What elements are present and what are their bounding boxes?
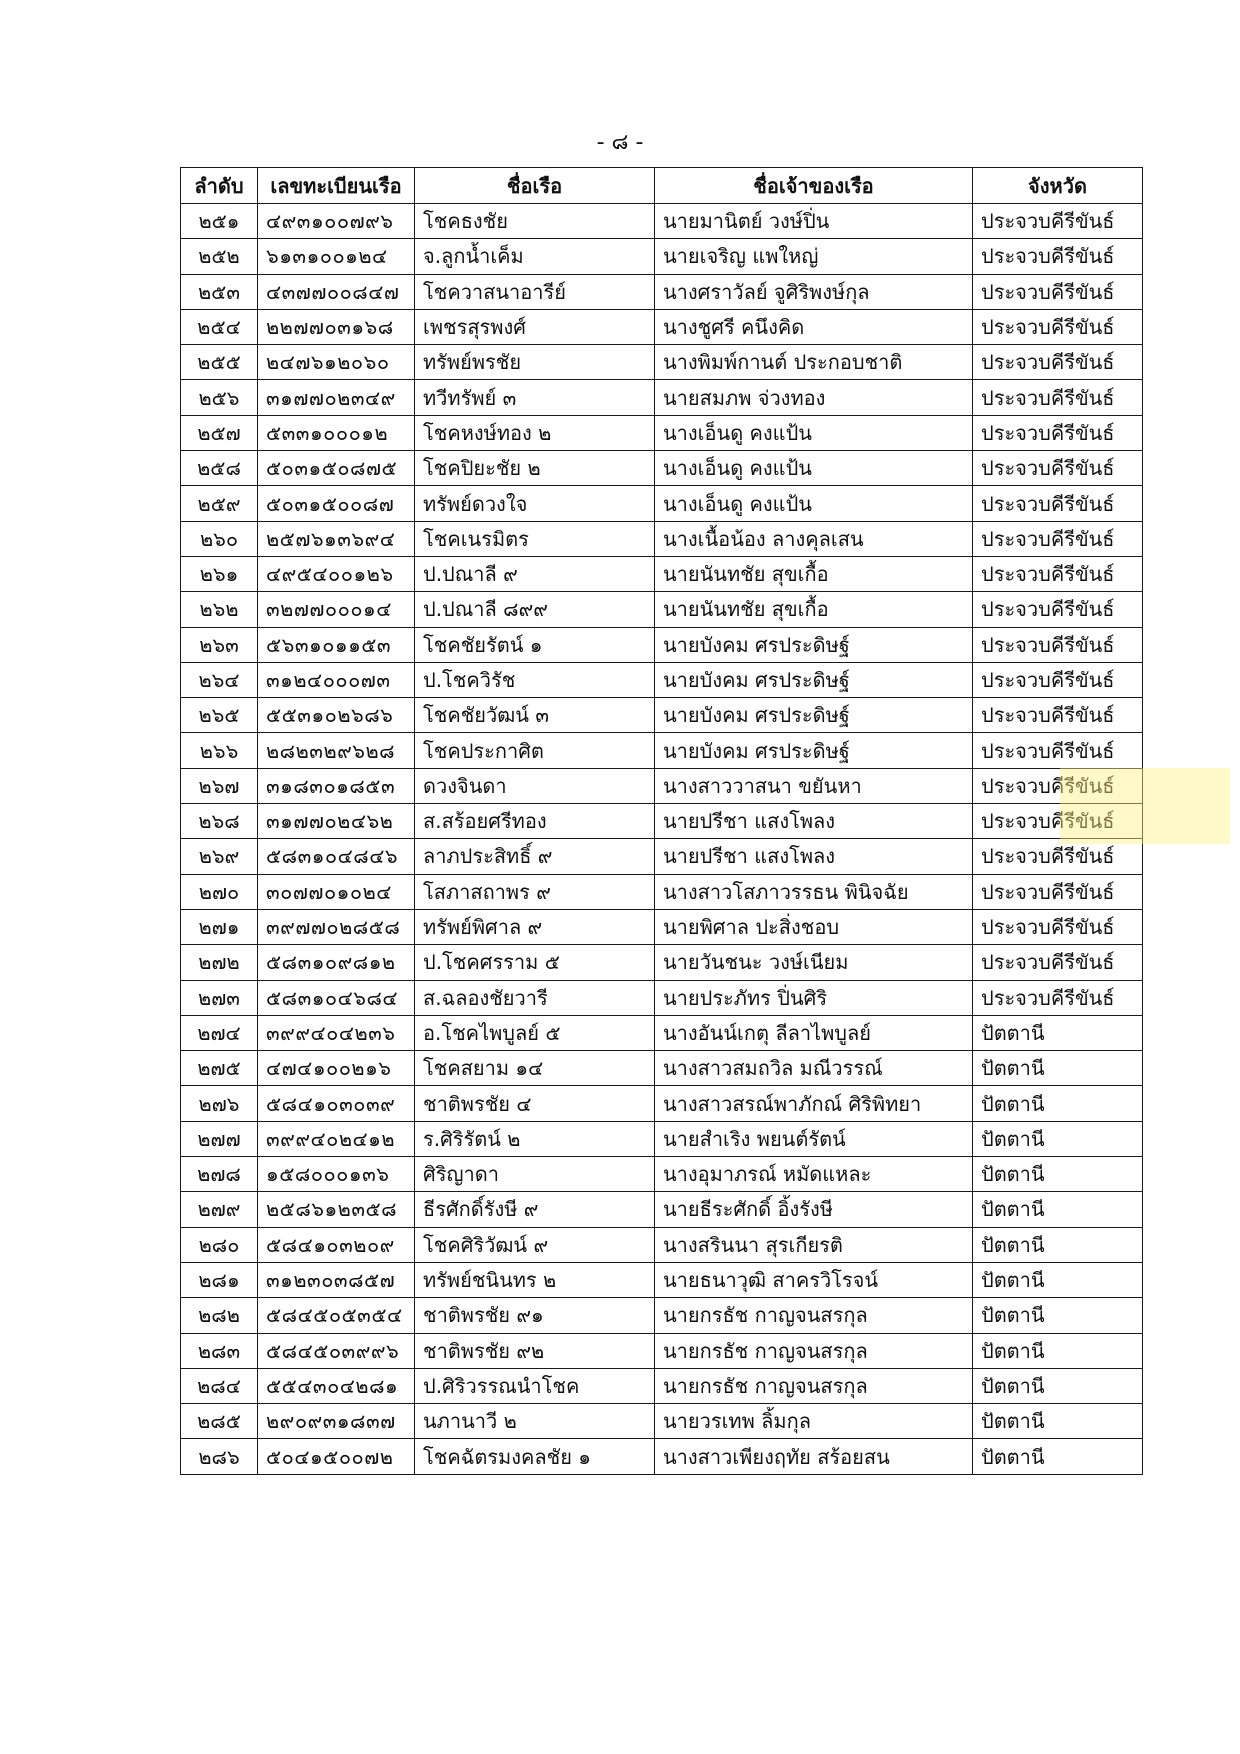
table-row: [181, 768, 1143, 803]
row-province: ปัตตานี: [973, 1298, 1143, 1333]
table-row: [181, 1227, 1143, 1262]
row-province: ประจวบคีรีขันธ์: [973, 874, 1143, 909]
table-row: [181, 733, 1143, 768]
row-registration: ๓๒๗๗๐๐๐๑๔: [258, 592, 415, 627]
row-province: ปัตตานี: [973, 1192, 1143, 1227]
row-province: ปัตตานี: [973, 1368, 1143, 1403]
row-owner-name: นางอันน์เกตุ ลีลาไพบูลย์: [655, 1015, 973, 1050]
row-seq: ๒๕๖: [181, 380, 258, 415]
row-owner-name: นางเนื้อน้อง ลางคุลเสน: [655, 521, 973, 556]
table-row: [181, 1298, 1143, 1333]
row-owner-name: นายกรธัช กาญจนสรกุล: [655, 1368, 973, 1403]
row-ship-name: โชคประกาศิต: [415, 733, 655, 768]
table-row: [181, 486, 1143, 521]
ship-registry-table: [180, 167, 1143, 1475]
row-registration: ๓๙๙๔๐๒๔๑๒: [258, 1121, 415, 1156]
row-registration: ๕๕๔๓๐๔๒๘๑: [258, 1368, 415, 1403]
table-row: [181, 556, 1143, 591]
row-seq: ๒๗๒: [181, 945, 258, 980]
row-ship-name: ทรัพย์พรชัย: [415, 345, 655, 380]
table-row: [181, 980, 1143, 1015]
row-ship-name: ดวงจินดา: [415, 768, 655, 803]
row-province: ปัตตานี: [973, 1439, 1143, 1474]
row-registration: ๔๗๔๑๐๐๒๑๖: [258, 1051, 415, 1086]
row-seq: ๒๖๖: [181, 733, 258, 768]
row-ship-name: โชคเนรมิตร: [415, 521, 655, 556]
row-registration: ๕๐๔๑๕๐๐๗๒: [258, 1439, 415, 1474]
row-ship-name: โชคชัยรัตน์ ๑: [415, 627, 655, 662]
table-row: [181, 521, 1143, 556]
row-registration: ๒๔๗๖๑๒๐๖๐: [258, 345, 415, 380]
table-row: [181, 909, 1143, 944]
row-seq: ๒๕๕: [181, 345, 258, 380]
row-owner-name: นางสาวโสภาวรรธน พินิจฉัย: [655, 874, 973, 909]
row-province: ประจวบคีรีขันธ์: [973, 204, 1143, 239]
row-seq: ๒๗๕: [181, 1051, 258, 1086]
row-province: ปัตตานี: [973, 1333, 1143, 1368]
row-ship-name: ธีรศักดิ์รังษี ๙: [415, 1192, 655, 1227]
row-registration: ๕๘๔๑๐๓๐๓๙: [258, 1086, 415, 1121]
row-ship-name: จ.ลูกน้ำเค็ม: [415, 239, 655, 274]
row-seq: ๒๕๔: [181, 309, 258, 344]
row-owner-name: นายกรธัช กาญจนสรกุล: [655, 1333, 973, 1368]
row-registration: ๒๕๗๖๑๓๖๙๔: [258, 521, 415, 556]
row-seq: ๒๕๗: [181, 415, 258, 450]
row-registration: ๒๒๗๗๐๓๑๖๘: [258, 309, 415, 344]
row-ship-name: ร.ศิริรัตน์ ๒: [415, 1121, 655, 1156]
row-seq: ๒๗๖: [181, 1086, 258, 1121]
table-row: [181, 698, 1143, 733]
row-province: ประจวบคีรีขันธ์: [973, 345, 1143, 380]
table-row: [181, 1051, 1143, 1086]
table-row: [181, 380, 1143, 415]
row-owner-name: นายนันทชัย สุขเกื้อ: [655, 556, 973, 591]
row-province: ปัตตานี: [973, 1157, 1143, 1192]
row-owner-name: นายนันทชัย สุขเกื้อ: [655, 592, 973, 627]
row-registration: ๕๘๓๑๐๔๘๔๖: [258, 839, 415, 874]
row-province: ประจวบคีรีขันธ์: [973, 662, 1143, 697]
row-province: ปัตตานี: [973, 1404, 1143, 1439]
table-row: [181, 839, 1143, 874]
row-owner-name: นายวันชนะ วงษ์เนียม: [655, 945, 973, 980]
row-seq: ๒๖๗: [181, 768, 258, 803]
row-registration: ๕๘๓๑๐๙๘๑๒: [258, 945, 415, 980]
table-row: [181, 451, 1143, 486]
row-seq: ๒๖๐: [181, 521, 258, 556]
row-ship-name: ศิริญาดา: [415, 1157, 655, 1192]
row-seq: ๒๘๕: [181, 1404, 258, 1439]
row-registration: ๓๑๗๗๐๒๔๖๒: [258, 804, 415, 839]
row-registration: ๒๕๘๖๑๒๓๕๘: [258, 1192, 415, 1227]
page-number: - ๘ -: [596, 130, 644, 155]
row-registration: ๓๑๘๓๐๑๘๕๓: [258, 768, 415, 803]
row-owner-name: นายสำเริง พยนต์รัตน์: [655, 1121, 973, 1156]
row-ship-name: ทวีทรัพย์ ๓: [415, 380, 655, 415]
row-owner-name: นายพิศาล ปะสิ่งชอบ: [655, 909, 973, 944]
row-registration: ๕๘๔๕๐๕๓๕๔: [258, 1298, 415, 1333]
row-owner-name: นายปรีชา แสงโพลง: [655, 839, 973, 874]
row-province: ประจวบคีรีขันธ์: [973, 980, 1143, 1015]
row-province: ประจวบคีรีขันธ์: [973, 415, 1143, 450]
row-province: ประจวบคีรีขันธ์: [973, 556, 1143, 591]
row-owner-name: นายกรธัช กาญจนสรกุล: [655, 1298, 973, 1333]
row-province: ปัตตานี: [973, 1227, 1143, 1262]
header-seq: ลำดับ: [181, 168, 258, 204]
row-province: ประจวบคีรีขันธ์: [973, 239, 1143, 274]
row-seq: ๒๘๔: [181, 1368, 258, 1403]
row-registration: ๒๘๒๓๒๙๖๒๘: [258, 733, 415, 768]
row-seq: ๒๗๘: [181, 1157, 258, 1192]
table-row: [181, 1015, 1143, 1050]
row-ship-name: ลาภประสิทธิ์ ๙: [415, 839, 655, 874]
row-ship-name: โชคปิยะชัย ๒: [415, 451, 655, 486]
table-row: [181, 309, 1143, 344]
row-registration: ๔๙๓๑๐๐๗๙๖: [258, 204, 415, 239]
row-seq: ๒๘๐: [181, 1227, 258, 1262]
row-seq: ๒๖๕: [181, 698, 258, 733]
row-owner-name: นางชูศรี คนึงคิด: [655, 309, 973, 344]
row-province: ประจวบคีรีขันธ์: [973, 309, 1143, 344]
table-row: [181, 1157, 1143, 1192]
row-ship-name: ชาติพรชัย ๔: [415, 1086, 655, 1121]
row-ship-name: ป.ปณาลี ๘๙๙: [415, 592, 655, 627]
row-registration: ๕๕๓๑๐๒๖๘๖: [258, 698, 415, 733]
header-registration: เลขทะเบียนเรือ: [258, 168, 415, 204]
table-row: [181, 1439, 1143, 1474]
table-row: [181, 1333, 1143, 1368]
row-province: ปัตตานี: [973, 1015, 1143, 1050]
row-registration: ๓๑๒๔๐๐๐๗๓: [258, 662, 415, 697]
row-registration: ๒๙๐๙๓๑๘๓๗: [258, 1404, 415, 1439]
row-ship-name: โชคธงชัย: [415, 204, 655, 239]
row-ship-name: ทรัพย์ชนินทร ๒: [415, 1262, 655, 1297]
row-province: ประจวบคีรีขันธ์: [973, 592, 1143, 627]
row-owner-name: นางสาวเพียงฤทัย สร้อยสน: [655, 1439, 973, 1474]
row-ship-name: โชควาสนาอารีย์: [415, 274, 655, 309]
row-ship-name: ป.ศิริวรรณนำโชค: [415, 1368, 655, 1403]
row-owner-name: นางสาววาสนา ขยันหา: [655, 768, 973, 803]
row-registration: ๓๙๙๔๐๔๒๓๖: [258, 1015, 415, 1050]
row-seq: ๒๘๖: [181, 1439, 258, 1474]
row-registration: ๕๐๓๑๕๐๘๗๕: [258, 451, 415, 486]
row-seq: ๒๖๘: [181, 804, 258, 839]
row-ship-name: อ.โชคไพบูลย์ ๕: [415, 1015, 655, 1050]
row-seq: ๒๘๓: [181, 1333, 258, 1368]
row-owner-name: นายปรีชา แสงโพลง: [655, 804, 973, 839]
row-ship-name: นภานาวี ๒: [415, 1404, 655, 1439]
header-ship-name: ชื่อเรือ: [415, 168, 655, 204]
row-ship-name: โชคสยาม ๑๔: [415, 1051, 655, 1086]
table-row: [181, 1121, 1143, 1156]
row-registration: ๑๕๘๐๐๐๑๓๖: [258, 1157, 415, 1192]
row-owner-name: นายสมภพ จ่วงทอง: [655, 380, 973, 415]
table-row: [181, 945, 1143, 980]
table-row: [181, 627, 1143, 662]
table-row: [181, 204, 1143, 239]
table-row: [181, 804, 1143, 839]
row-ship-name: โสภาสถาพร ๙: [415, 874, 655, 909]
row-owner-name: นายบังคม ศรประดิษฐ์: [655, 698, 973, 733]
row-seq: ๒๗๐: [181, 874, 258, 909]
row-owner-name: นายมานิตย์ วงษ์ปิ่น: [655, 204, 973, 239]
row-province: ประจวบคีรีขันธ์: [973, 768, 1143, 803]
row-ship-name: โชคศิริวัฒน์ ๙: [415, 1227, 655, 1262]
row-ship-name: โชคหงษ์ทอง ๒: [415, 415, 655, 450]
row-owner-name: นางเอ็นดู คงแป้น: [655, 486, 973, 521]
table-header-row: [181, 168, 1143, 204]
row-registration: ๔๙๕๔๐๐๑๒๖: [258, 556, 415, 591]
row-seq: ๒๘๑: [181, 1262, 258, 1297]
table-row: [181, 1192, 1143, 1227]
row-owner-name: นายเจริญ แพใหญ่: [655, 239, 973, 274]
row-seq: ๒๖๔: [181, 662, 258, 697]
row-ship-name: ป.โชควิรัช: [415, 662, 655, 697]
row-province: ประจวบคีรีขันธ์: [973, 380, 1143, 415]
row-province: ปัตตานี: [973, 1051, 1143, 1086]
row-seq: ๒๕๙: [181, 486, 258, 521]
row-owner-name: นางเอ็นดู คงแป้น: [655, 415, 973, 450]
row-province: ประจวบคีรีขันธ์: [973, 909, 1143, 944]
row-ship-name: ชาติพรชัย ๙๒: [415, 1333, 655, 1368]
row-province: ประจวบคีรีขันธ์: [973, 486, 1143, 521]
row-seq: ๒๖๑: [181, 556, 258, 591]
table-row: [181, 1368, 1143, 1403]
row-owner-name: นายบังคม ศรประดิษฐ์: [655, 662, 973, 697]
row-province: ประจวบคีรีขันธ์: [973, 627, 1143, 662]
row-ship-name: โชคฉัตรมงคลชัย ๑: [415, 1439, 655, 1474]
row-province: ประจวบคีรีขันธ์: [973, 945, 1143, 980]
row-ship-name: ส.สร้อยศรีทอง: [415, 804, 655, 839]
row-owner-name: นางสาวสรณ์พาภักณ์ ศิริพิทยา: [655, 1086, 973, 1121]
row-province: ประจวบคีรีขันธ์: [973, 804, 1143, 839]
row-registration: ๕๘๔๕๐๓๙๙๖: [258, 1333, 415, 1368]
row-owner-name: นายธนาวุฒิ สาครวิโรจน์: [655, 1262, 973, 1297]
row-ship-name: ทรัพย์พิศาล ๙: [415, 909, 655, 944]
row-ship-name: เพชรสุรพงศ์: [415, 309, 655, 344]
row-province: ประจวบคีรีขันธ์: [973, 733, 1143, 768]
row-owner-name: นางพิมพ์กานต์ ประกอบชาติ: [655, 345, 973, 380]
row-registration: ๓๑๗๗๐๒๓๔๙: [258, 380, 415, 415]
row-seq: ๒๕๘: [181, 451, 258, 486]
table-row: [181, 874, 1143, 909]
table-row: [181, 415, 1143, 450]
row-seq: ๒๗๗: [181, 1121, 258, 1156]
row-province: ประจวบคีรีขันธ์: [973, 698, 1143, 733]
row-province: ปัตตานี: [973, 1086, 1143, 1121]
row-province: ปัตตานี: [973, 1121, 1143, 1156]
row-province: ประจวบคีรีขันธ์: [973, 274, 1143, 309]
row-province: ประจวบคีรีขันธ์: [973, 839, 1143, 874]
row-registration: ๖๑๓๑๐๐๑๒๔: [258, 239, 415, 274]
table-row: [181, 662, 1143, 697]
row-seq: ๒๕๓: [181, 274, 258, 309]
row-seq: ๒๕๒: [181, 239, 258, 274]
row-registration: ๕๓๓๑๐๐๐๑๒: [258, 415, 415, 450]
table-row: [181, 1086, 1143, 1121]
row-province: ประจวบคีรีขันธ์: [973, 451, 1143, 486]
table-row: [181, 592, 1143, 627]
table-body: [181, 204, 1143, 1475]
row-owner-name: นายวรเทพ ลิ้มกุล: [655, 1404, 973, 1439]
row-owner-name: นายบังคม ศรประดิษฐ์: [655, 733, 973, 768]
row-registration: ๕๖๓๑๐๑๑๕๓: [258, 627, 415, 662]
row-seq: ๒๗๓: [181, 980, 258, 1015]
row-registration: ๓๐๗๗๐๑๐๒๔: [258, 874, 415, 909]
row-seq: ๒๘๒: [181, 1298, 258, 1333]
row-ship-name: ชาติพรชัย ๙๑: [415, 1298, 655, 1333]
row-ship-name: ส.ฉลองชัยวารี: [415, 980, 655, 1015]
row-seq: ๒๗๔: [181, 1015, 258, 1050]
row-registration: ๕๐๓๑๕๐๐๘๗: [258, 486, 415, 521]
row-province: ประจวบคีรีขันธ์: [973, 521, 1143, 556]
row-ship-name: ทรัพย์ดวงใจ: [415, 486, 655, 521]
row-owner-name: นายประภัทร ปิ่นศิริ: [655, 980, 973, 1015]
row-ship-name: ป.ปณาลี ๙: [415, 556, 655, 591]
row-seq: ๒๖๙: [181, 839, 258, 874]
row-owner-name: นางอุมาภรณ์ หมัดแหละ: [655, 1157, 973, 1192]
row-owner-name: นายบังคม ศรประดิษฐ์: [655, 627, 973, 662]
table-row: [181, 239, 1143, 274]
row-province: ปัตตานี: [973, 1262, 1143, 1297]
row-owner-name: นางสาวสมถวิล มณีวรรณ์: [655, 1051, 973, 1086]
row-seq: ๒๖๓: [181, 627, 258, 662]
table-row: [181, 1404, 1143, 1439]
row-seq: ๒๖๒: [181, 592, 258, 627]
header-owner-name: ชื่อเจ้าของเรือ: [655, 168, 973, 204]
row-seq: ๒๗๑: [181, 909, 258, 944]
row-seq: ๒๕๑: [181, 204, 258, 239]
header-province: จังหวัด: [973, 168, 1143, 204]
row-registration: ๕๘๔๑๐๓๒๐๙: [258, 1227, 415, 1262]
row-owner-name: นางศราวัลย์ จูศิริพงษ์กุล: [655, 274, 973, 309]
row-owner-name: นายธีระศักดิ์ อิ้งรังษี: [655, 1192, 973, 1227]
row-registration: ๓๑๒๓๐๓๘๕๗: [258, 1262, 415, 1297]
table-row: [181, 1262, 1143, 1297]
row-registration: ๔๓๗๗๐๐๘๔๗: [258, 274, 415, 309]
row-registration: ๓๙๗๗๐๒๘๕๘: [258, 909, 415, 944]
row-ship-name: ป.โชคศรราม ๕: [415, 945, 655, 980]
table-row: [181, 274, 1143, 309]
table-row: [181, 345, 1143, 380]
row-owner-name: นางสรินนา สุรเกียรติ: [655, 1227, 973, 1262]
row-owner-name: นางเอ็นดู คงแป้น: [655, 451, 973, 486]
row-seq: ๒๗๙: [181, 1192, 258, 1227]
row-ship-name: โชคชัยวัฒน์ ๓: [415, 698, 655, 733]
row-registration: ๕๘๓๑๐๔๖๘๔: [258, 980, 415, 1015]
